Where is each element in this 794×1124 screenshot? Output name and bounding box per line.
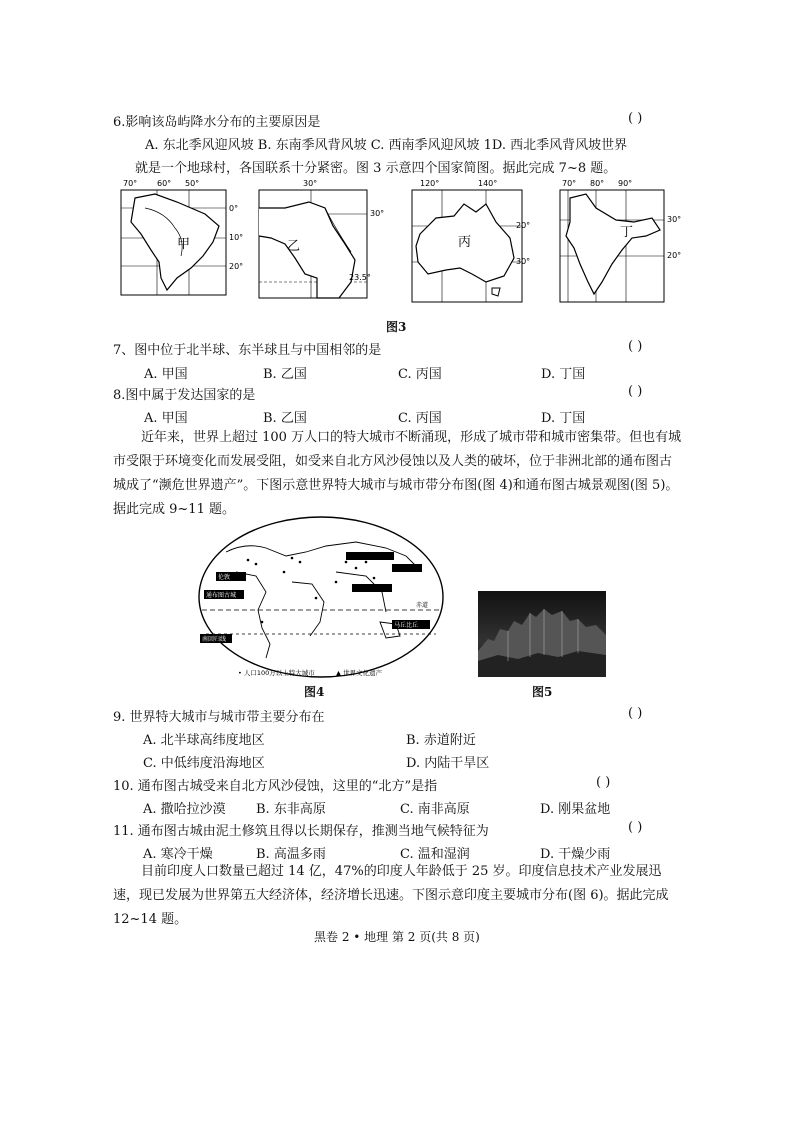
intro-paragraph-12-14: 目前印度人口数量已超过 14 亿，47%的印度人年龄低于 25 岁。印度信息技术产业发展迅速，现已发展为世界第五大经济体，经济增长迅速。下图示意印度主要城市分布(图 6)。据此完成 12~14 题。	[113, 864, 669, 927]
q6-stem: 6.影响该岛屿降水分布的主要原因是	[113, 115, 321, 130]
tick: 20°	[229, 262, 244, 271]
tick: 80°	[590, 179, 605, 188]
q9-option-d: D. 内陆干旱区	[406, 756, 490, 771]
legend-city: • 人口100万以上特大城市	[238, 669, 315, 677]
map-yi	[255, 178, 395, 303]
tick: 70°	[562, 179, 577, 188]
q7-option-d: D. 丁国	[541, 367, 586, 382]
map-label: 乙	[287, 239, 301, 254]
tick: 23.5°	[349, 273, 371, 282]
map-label-machu: 马丘比丘	[394, 622, 419, 629]
tick: 50°	[185, 179, 200, 188]
map-jia	[115, 178, 255, 298]
map-label-tropic: 南回归线	[202, 636, 227, 643]
tick: 120°	[420, 179, 440, 188]
q7-option-a: A. 甲国	[144, 367, 188, 382]
q7-paren: ( )	[628, 339, 643, 354]
q7-option-c: C. 丙国	[398, 367, 442, 382]
tick: 60°	[157, 179, 172, 188]
q11-option-c: C. 温和湿润	[400, 847, 470, 862]
q10-option-b: B. 东非高原	[256, 802, 326, 817]
q8-option-b: B. 乙国	[263, 411, 307, 426]
tick: 20°	[516, 221, 531, 230]
q10-stem: 10. 通布图古城受来自北方风沙侵蚀，这里的“北方”是指	[113, 779, 438, 794]
tick: 30°	[370, 209, 385, 218]
map-label-equator: 赤道	[416, 602, 429, 609]
fig5-caption: 图5	[532, 685, 553, 699]
q6-paren: ( )	[628, 111, 643, 126]
q9-stem: 9. 世界特大城市与城市带主要分布在	[113, 710, 325, 725]
q7-option-b: B. 乙国	[263, 367, 307, 382]
map-label: 丁	[620, 225, 634, 240]
map-label: 甲	[177, 237, 191, 252]
q7-stem: 7、图中位于北半球、东半球且与中国相邻的是	[113, 343, 382, 358]
q8-paren: ( )	[628, 384, 643, 399]
q11-paren: ( )	[628, 820, 643, 835]
timbuktu-photo	[478, 591, 606, 677]
q11-option-a: A. 寒冷干燥	[143, 847, 213, 862]
map-label-london: 伦敦	[218, 574, 231, 581]
map-label: 丙	[458, 235, 472, 250]
q11-stem: 11. 通布图古城由泥土修筑且得以长期保存，推测当地气候特征为	[113, 824, 489, 839]
tick: 30°	[516, 257, 531, 266]
tick: 20°	[667, 251, 682, 260]
q9-option-b: B. 赤道附近	[406, 733, 476, 748]
q10-option-d: D. 刚果盆地	[540, 802, 611, 817]
legend-heritage: ▲ 世界文化遗产	[336, 669, 383, 677]
q10-paren: ( )	[596, 775, 611, 790]
q6-continuation: 就是一个地球村，各国联系十分紧密。图 3 示意四个国家简图。据此完成 7~8 题。	[135, 161, 617, 176]
q11-option-d: D. 干燥少雨	[540, 847, 611, 862]
fig3-caption: 图3	[386, 320, 407, 334]
world-map	[196, 512, 446, 682]
intro-paragraph-9-11: 近年来，世界上超过 100 万人口的特大城市不断涌现，形成了城市带和城市密集带。但也有城市受限于环境变化而发展受阻，如受来自北方风沙侵蚀以及人类的破坏，位于非洲北部的通布图古城成了“濒危世界遗产”。下图示意世界特大城市与城市带分布图(图 4)和通布图古城景观图(图 5)。据此完成 9~11 题。	[113, 430, 682, 517]
q8-option-c: C. 丙国	[398, 411, 442, 426]
map-label-timbuktu: 通布图古城	[206, 592, 237, 599]
tick: 30°	[303, 179, 318, 188]
q9-option-c: C. 中低纬度沿海地区	[143, 756, 265, 771]
q10-option-a: A. 撒哈拉沙漠	[143, 802, 226, 817]
map-ding	[556, 178, 696, 308]
q8-stem: 8.图中属于发达国家的是	[113, 388, 256, 403]
tick: 140°	[478, 179, 498, 188]
tick: 70°	[123, 179, 138, 188]
q6-options: A. 东北季风迎风坡 B. 东南季风背风坡 C. 西南季风迎风坡 1D. 西北季风背风坡世界	[145, 138, 628, 153]
q10-option-c: C. 南非高原	[400, 802, 470, 817]
q9-option-a: A. 北半球高纬度地区	[143, 733, 265, 748]
tick: 10°	[229, 233, 244, 242]
fig4-caption: 图4	[304, 685, 325, 699]
tick: 0°	[229, 204, 239, 213]
tick: 90°	[618, 179, 633, 188]
map-bing	[406, 178, 546, 308]
q9-paren: ( )	[628, 706, 643, 721]
q8-option-d: D. 丁国	[541, 411, 586, 426]
page-footer: 黑卷 2 • 地理 第 2 页(共 8 页)	[314, 930, 480, 944]
q11-option-b: B. 高温多雨	[256, 847, 326, 862]
tick: 30°	[667, 215, 682, 224]
q8-option-a: A. 甲国	[144, 411, 188, 426]
